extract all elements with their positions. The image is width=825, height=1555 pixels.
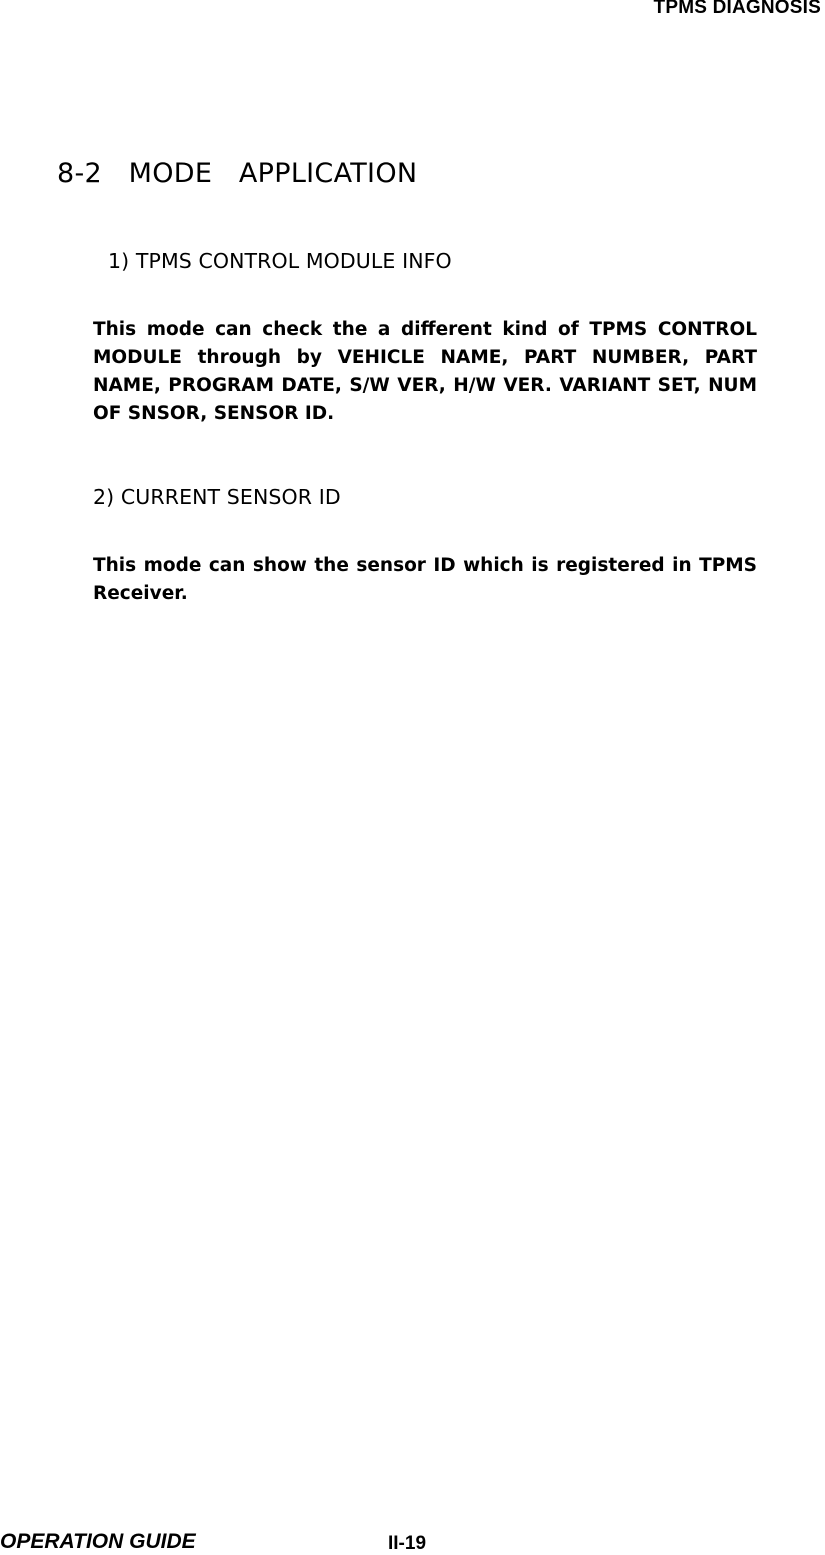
subsection-body-current-sensor-id: This mode can show the sensor ID which is registered in TPMS Receiver.	[93, 555, 757, 604]
header-title: TPMS DIAGNOSIS	[653, 0, 821, 18]
section-title: 8-2 MODE APPLICATION	[57, 158, 418, 189]
subsection-heading-current-sensor-id: 2) CURRENT SENSOR ID	[93, 485, 341, 509]
page-number: II-19	[388, 1533, 427, 1554]
footer-guide-label: OPERATION GUIDE	[0, 1530, 196, 1553]
subsection-heading-control-module-info: 1) TPMS CONTROL MODULE INFO	[108, 249, 452, 273]
subsection-body-control-module-info: This mode can check the a different kind of TPMS CONTROL MODULE through by VEHICLE NAME, PART NUMBER, PART NAME, PROGRAM DATE, S/W VER, H/W VER. VARIANT SET, NUM OF SNSOR, SENSOR ID.	[93, 319, 757, 424]
